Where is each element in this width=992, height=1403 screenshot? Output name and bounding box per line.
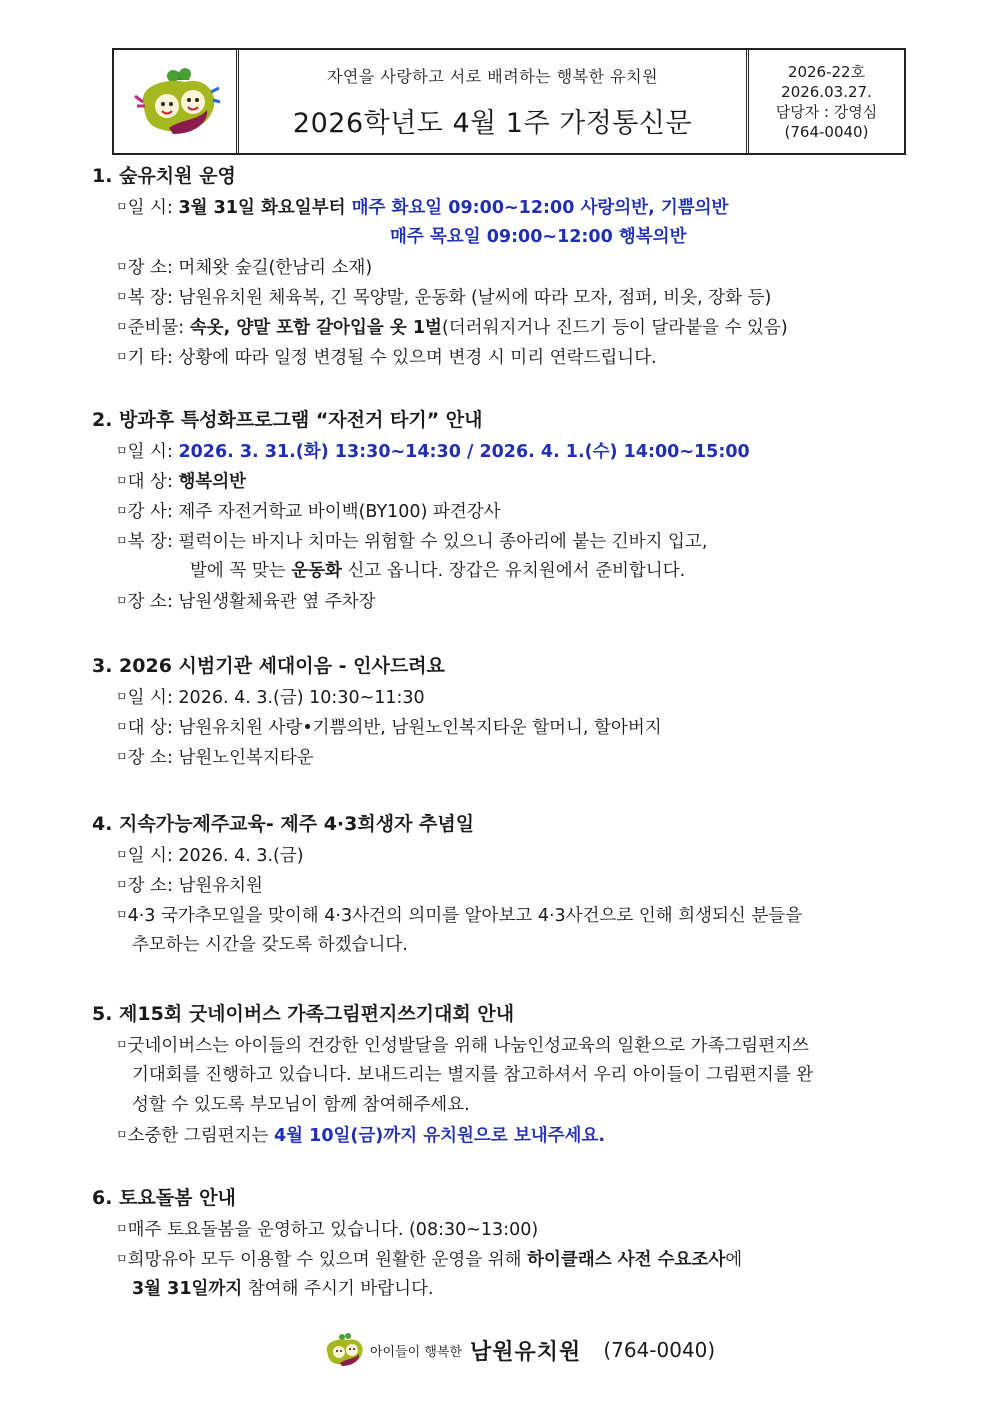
issue-date: 2026.03.27. bbox=[781, 82, 872, 101]
list-item: ㅁ장 소: 남원유치원 bbox=[116, 876, 263, 896]
newsletter-title: 2026학년도 4월 1주 가정통신문 bbox=[292, 107, 693, 139]
list-item: ㅁ장 소: 머체왓 숲길(한남리 소재) bbox=[116, 258, 373, 278]
bullet-icon: ㅁ bbox=[116, 1128, 128, 1142]
school-motto: 자연을 사랑하고 서로 배려하는 행복한 유치원 bbox=[326, 66, 659, 86]
bullet-icon: ㅁ bbox=[116, 534, 128, 548]
list-item: ㅁ강 사: 제주 자전거학교 바이백(BY100) 파견강사 bbox=[116, 502, 501, 522]
bullet-icon: ㅁ bbox=[116, 504, 128, 518]
list-item: ㅁ장 소: 남원생활체육관 옆 주차장 bbox=[116, 592, 376, 612]
list-item: ㅁ매주 토요돌봄을 운영하고 있습니다. (08:30~13:00) bbox=[116, 1220, 539, 1240]
list-item: ㅁ일 시: 2026. 4. 3.(금) 10:30~11:30 bbox=[116, 688, 425, 708]
list-item: ㅁ복 장: 펄럭이는 바지나 치마는 위험할 수 있으니 종아리에 붙는 긴바지 입고, bbox=[116, 532, 708, 552]
header-titles bbox=[239, 50, 749, 153]
bullet-icon: ㅁ bbox=[116, 908, 128, 922]
bullet-icon: ㅁ bbox=[116, 1252, 128, 1266]
list-item-continuation: 발에 꼭 맞는 운동화 신고 옵니다. 장갑은 유치원에서 준비합니다. bbox=[190, 561, 686, 581]
list-item-continuation: 성할 수 있도록 부모님이 함께 참여해주세요. bbox=[132, 1095, 470, 1115]
list-item: ㅁ준비물: 속옷, 양말 포함 갈아입을 옷 1벌(더러워지거나 진드기 등이 달라붙을 수 있음) bbox=[116, 318, 788, 338]
mascot-logo-icon bbox=[129, 62, 221, 142]
bullet-icon: ㅁ bbox=[116, 1038, 128, 1052]
section-title: 1. 숲유치원 운영 bbox=[92, 165, 236, 187]
footer-school-name: 남원유치원 bbox=[470, 1339, 582, 1365]
footer-slogan: 아이들이 행복한 bbox=[370, 1344, 463, 1360]
newsletter-header bbox=[112, 48, 906, 155]
bullet-icon: ㅁ bbox=[116, 200, 128, 214]
footer-phone: (764-0040) bbox=[603, 1338, 716, 1362]
bullet-icon: ㅁ bbox=[116, 848, 128, 862]
bullet-icon: ㅁ bbox=[116, 878, 128, 892]
list-item: ㅁ대 상: 남원유치원 사랑•기쁨의반, 남원노인복지타운 할머니, 할아버지 bbox=[116, 718, 662, 738]
section-title: 6. 토요돌봄 안내 bbox=[92, 1187, 236, 1209]
list-item: ㅁ일 시: 3월 31일 화요일부터 매주 화요일 09:00~12:00 사랑의반, 기쁨의반 bbox=[116, 198, 729, 218]
list-item: ㅁ희망유아 모두 이용할 수 있으며 원활한 운영을 위해 하이클래스 사전 수요조사에 bbox=[116, 1250, 743, 1270]
section-title: 2. 방과후 특성화프로그램 “자전거 타기” 안내 bbox=[92, 409, 483, 431]
list-item: ㅁ4·3 국가추모일을 맞이해 4·3사건의 의미를 알아보고 4·3사건으로 인해 희생되신 분들을 bbox=[116, 906, 803, 926]
bullet-icon: ㅁ bbox=[116, 260, 128, 274]
footer bbox=[320, 1330, 715, 1370]
manager-name: 담당자 : 강영심 bbox=[775, 102, 878, 121]
list-item-continuation: 매주 목요일 09:00~12:00 행복의반 bbox=[390, 227, 687, 247]
list-item: ㅁ장 소: 남원노인복지타운 bbox=[116, 748, 314, 768]
list-item: ㅁ소중한 그림편지는 4월 10일(금)까지 유치원으로 보내주세요. bbox=[116, 1126, 605, 1146]
issue-info bbox=[749, 50, 904, 153]
section-title: 4. 지속가능제주교육- 제주 4·3희생자 추념일 bbox=[92, 813, 475, 835]
list-item: ㅁ굿네이버스는 아이들의 건강한 인성발달을 위해 나눔인성교육의 일환으로 가족그림편지쓰 bbox=[116, 1036, 809, 1056]
bullet-icon: ㅁ bbox=[116, 720, 128, 734]
bullet-icon: ㅁ bbox=[116, 320, 128, 334]
bullet-icon: ㅁ bbox=[116, 750, 128, 764]
section-title: 3. 2026 시범기관 세대이음 - 인사드려요 bbox=[92, 655, 445, 677]
list-item-continuation: 추모하는 시간을 갖도록 하겠습니다. bbox=[132, 935, 408, 955]
list-item: ㅁ일 시: 2026. 3. 31.(화) 13:30~14:30 / 2026. 4. 1.(수) 14:00~15:00 bbox=[116, 442, 750, 462]
list-item-continuation: 기대회를 진행하고 있습니다. 보내드리는 별지를 참고하셔서 우리 아이들이 그림편지를 완 bbox=[132, 1065, 814, 1085]
bullet-icon: ㅁ bbox=[116, 1222, 128, 1236]
list-item: ㅁ대 상: 행복의반 bbox=[116, 472, 247, 492]
newsletter-body bbox=[92, 160, 932, 1304]
bullet-icon: ㅁ bbox=[116, 594, 128, 608]
list-item-continuation: 3월 31일까지 참여해 주시기 바랍니다. bbox=[132, 1279, 434, 1299]
bullet-icon: ㅁ bbox=[116, 690, 128, 704]
list-item: ㅁ기 타: 상황에 따라 일정 변경될 수 있으며 변경 시 미리 연락드립니다. bbox=[116, 348, 657, 368]
bullet-icon: ㅁ bbox=[116, 350, 128, 364]
list-item: ㅁ복 장: 남원유치원 체육복, 긴 목양말, 운동화 (날씨에 따라 모자, 점퍼, 비옷, 장화 등) bbox=[116, 288, 772, 308]
kindergarten-logo bbox=[114, 50, 239, 153]
bullet-icon: ㅁ bbox=[116, 290, 128, 304]
list-item: ㅁ일 시: 2026. 4. 3.(금) bbox=[116, 846, 304, 866]
issue-number: 2026-22호 bbox=[787, 62, 866, 81]
section-title: 5. 제15회 굿네이버스 가족그림편지쓰기대회 안내 bbox=[92, 1003, 515, 1025]
bullet-icon: ㅁ bbox=[116, 444, 128, 458]
mascot-logo-icon bbox=[320, 1330, 366, 1370]
bullet-icon: ㅁ bbox=[116, 474, 128, 488]
contact-phone: (764-0040) bbox=[784, 122, 869, 141]
